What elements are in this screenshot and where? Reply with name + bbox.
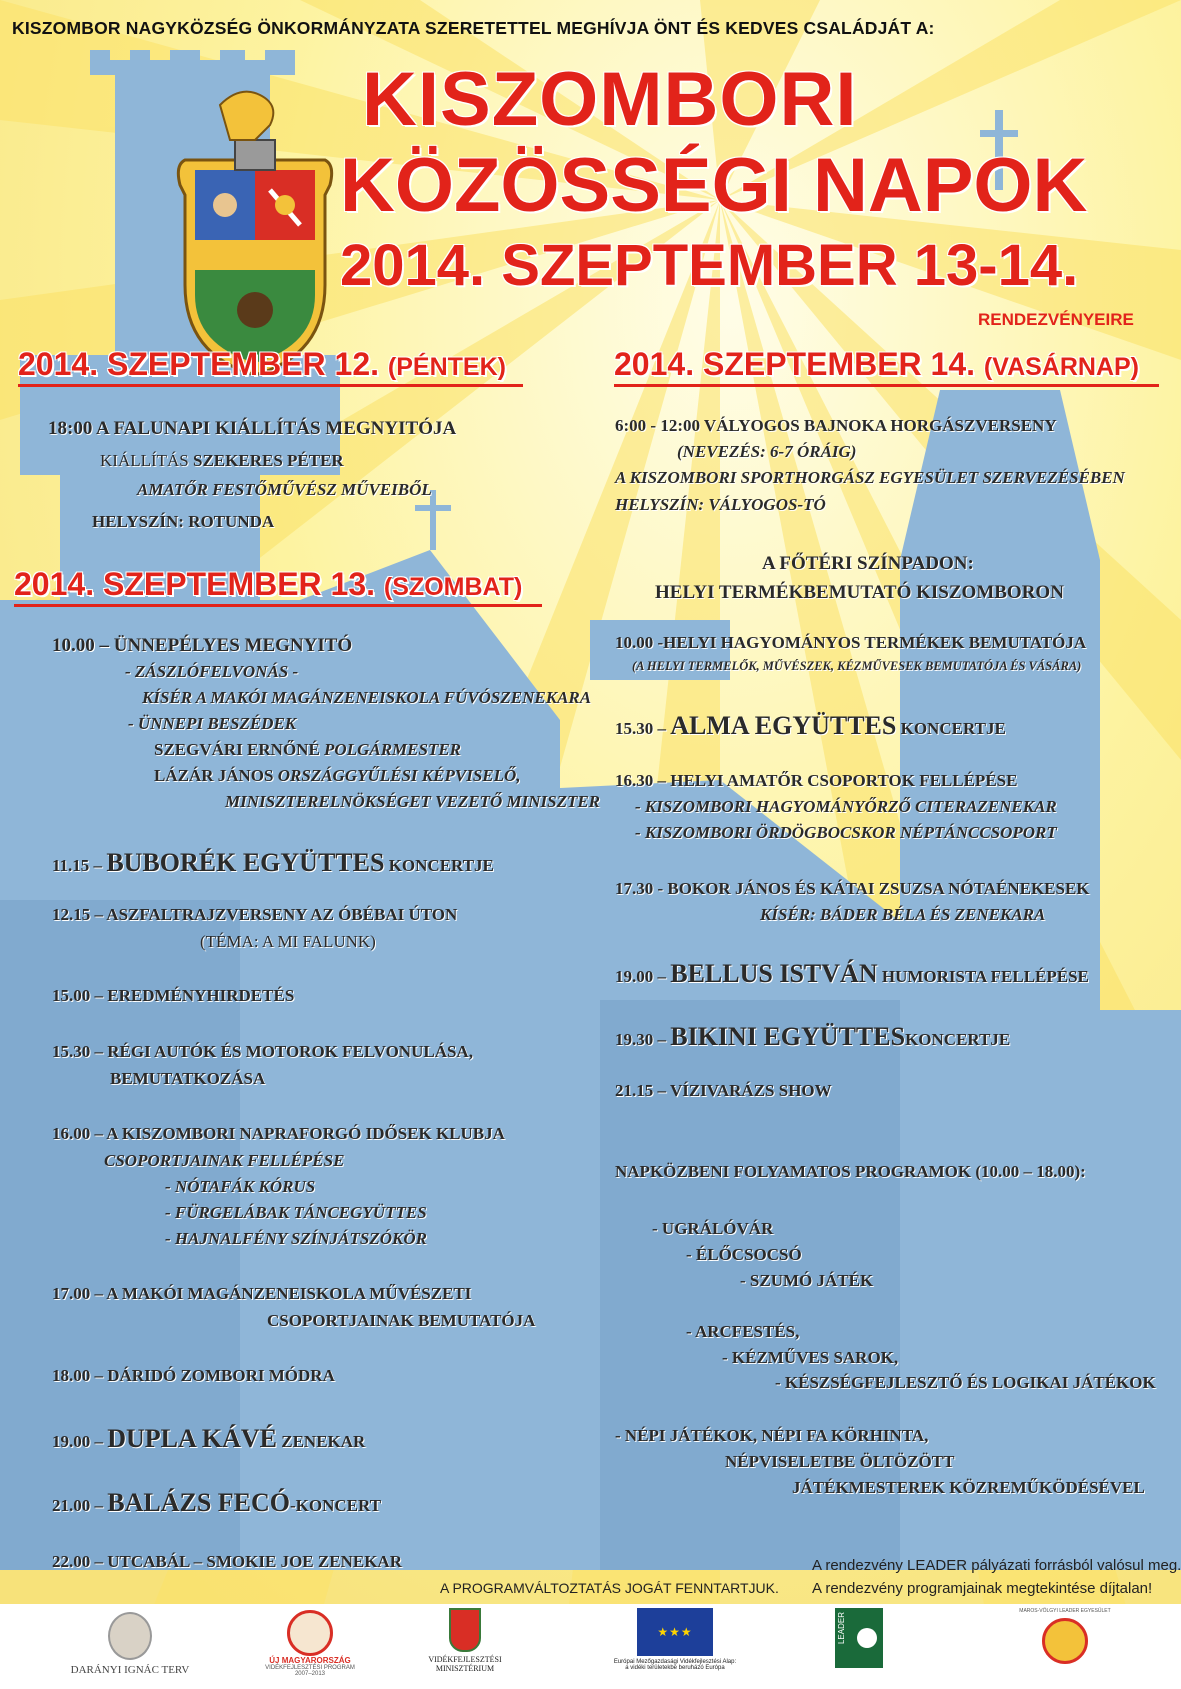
title-sub: RENDEZVÉNYEIRE [978, 310, 1134, 329]
day2-event3a: (TÉMA: A MI FALUNK) [200, 932, 376, 951]
day2-event8: 18.00 – DÁRIDÓ ZOMBORI MÓDRA [52, 1366, 335, 1385]
day1-line3: AMATŐR FESTŐMŰVÉSZ MŰVEIBŐL [137, 480, 432, 499]
day2-event1: 10.00 – ÜNNEPÉLYES MEGNYITÓ [52, 635, 353, 656]
portrait-icon [108, 1612, 152, 1660]
day1-line2a: KIÁLLÍTÁS [100, 451, 189, 470]
logo-uj-text1: ÚJ MAGYARORSZÁG [269, 1656, 351, 1665]
day1-line1: 18:00 A FALUNAPI KIÁLLÍTÁS MEGNYITÓJA [48, 418, 457, 439]
day3-event4a: - KISZOMBORI HAGYOMÁNYŐRZŐ CITERAZENEKAR [635, 797, 1057, 816]
day2-event6c: - FÜRGELÁBAK TÁNCEGYÜTTES [165, 1203, 427, 1222]
day2-event10 [52, 1488, 381, 1518]
leader-note1: A rendezvény LEADER pályázati forrásból valósul meg. [812, 1557, 1181, 1574]
logo-uj-magyarorszag [245, 1610, 375, 1677]
intro-line: KISZOMBOR NAGYKÖZSÉG ÖNKORMÁNYZATA SZERETETTEL MEGHÍVJA ÖNT ÉS KEDVES CSALÁDJÁT A: [12, 18, 935, 38]
logo-ministry [405, 1608, 525, 1673]
day2-event2 [52, 848, 494, 878]
day1-underline [18, 384, 523, 387]
logo-maros [1000, 1608, 1130, 1664]
change-note: A PROGRAMVÁLTOZTATÁS JOGÁT FENNTARTJUK. [440, 1580, 779, 1596]
day2-date: 2014. SZEPTEMBER 13. [14, 566, 376, 602]
logo-leader [835, 1608, 883, 1668]
stage-line2: HELYI TERMÉKBEMUTATÓ KISZOMBORON [655, 582, 1064, 603]
day3-event3-time: 15.30 – [615, 719, 666, 738]
day3-event3 [615, 711, 1006, 741]
mayor-name: SZEGVÁRI ERNŐNÉ [154, 740, 320, 759]
day3-event2a: (A HELYI TERMELŐK, MŰVÉSZEK, KÉZMŰVESEK BEMUTATÓJA ÉS VÁSÁRA) [632, 659, 1082, 673]
logo-eu-text1: Európai Mezőgazdasági Vidékfejlesztési Alap: [613, 1659, 737, 1665]
logo-eu [600, 1608, 750, 1671]
day3-event3-band: ALMA EGYÜTTES [670, 711, 897, 740]
continuous-item6: - KÉSZSÉGFEJLESZTŐ ÉS LOGIKAI JÁTÉKOK [775, 1373, 1156, 1392]
mayor-title: POLGÁRMESTER [324, 740, 462, 759]
minister-name: LÁZÁR JÁNOS [154, 766, 274, 785]
day3-heading [614, 346, 1139, 383]
day2-event5: 15.30 – RÉGI AUTÓK ÉS MOTOROK FELVONULÁSA, [52, 1042, 473, 1061]
emblem-icon [287, 1610, 333, 1656]
day2-event1e [154, 766, 521, 786]
day3-date: 2014. SZEPTEMBER 14. [614, 346, 976, 382]
continuous-item2: - ÉLŐCSOCSÓ [686, 1245, 802, 1264]
day2-event10-time: 21.00 – [52, 1496, 103, 1515]
day2-event6: 16.00 – A KISZOMBORI NAPRAFORGÓ IDŐSEK KLUBJA [52, 1124, 505, 1143]
day1-line2 [100, 451, 344, 471]
day2-event9-band: DUPLA KÁVÉ [107, 1424, 277, 1453]
day3-event7-suffix: KONCERTJE [905, 1030, 1011, 1049]
continuous-item4: - ARCFESTÉS, [686, 1322, 800, 1341]
day2-event9 [52, 1424, 365, 1454]
day1-heading [18, 346, 506, 383]
day3-event1c: HELYSZÍN: VÁLYOGOS-TÓ [615, 495, 826, 514]
day3-event3-suffix: KONCERTJE [900, 719, 1006, 738]
day3-event5a: KÍSÉR: BÁDER BÉLA ÉS ZENEKARA [760, 905, 1046, 924]
logo-ministry-text2: MINISZTÉRIUM [435, 1664, 495, 1673]
day2-weekday: (SZOMBAT) [383, 573, 523, 601]
day2-underline [14, 604, 542, 607]
logo-daranyi-text: DARÁNYI IGNÁC TERV [70, 1664, 190, 1676]
day3-event6-artist: BELLUS ISTVÁN [670, 959, 878, 988]
eu-flag-icon: ★★★ [637, 1608, 713, 1656]
day1-line4: HELYSZÍN: ROTUNDA [92, 512, 275, 531]
day2-event10-band: BALÁZS FECÓ [107, 1488, 291, 1517]
continuous-item5: - KÉZMŰVES SAROK, [722, 1348, 899, 1367]
minister-title: ORSZÁGGYŰLÉSI KÉPVISELŐ, [277, 766, 521, 785]
day2-event11: 22.00 – UTCABÁL – SMOKIE JOE ZENEKAR [52, 1552, 402, 1571]
day2-event1a: - ZÁSZLÓFELVONÁS - [125, 662, 299, 681]
hungarian-crest-icon [449, 1608, 481, 1652]
logo-uj-text3: 2007–2013 [294, 1671, 326, 1677]
day2-event10-suffix: -KONCERT [290, 1496, 382, 1515]
leader-note2: A rendezvény programjainak megtekintése díjtalan! [812, 1580, 1153, 1597]
day3-event7-time: 19.30 – [615, 1030, 666, 1049]
continuous-heading: NAPKÖZBENI FOLYAMATOS PROGRAMOK (10.00 – 18.00): [615, 1162, 1086, 1181]
day3-underline [614, 384, 1159, 387]
day3-event6-time: 19.00 – [615, 967, 666, 986]
day2-event9-suffix: ZENEKAR [281, 1432, 366, 1451]
logo-maros-text: MAROS-VÖLGYI LEADER EGYESÜLET [1019, 1608, 1111, 1614]
day3-event2: 10.00 -HELYI HAGYOMÁNYOS TERMÉKEK BEMUTATÓJA [615, 633, 1087, 652]
day2-event4: 15.00 – EREDMÉNYHIRDETÉS [52, 986, 295, 1005]
continuous-item7: - NÉPI JÁTÉKOK, NÉPI FA KÖRHINTA, [615, 1426, 929, 1445]
day2-event2-suffix: KONCERTJE [388, 856, 494, 875]
day2-event6a: CSOPORTJAINAK FELLÉPÉSE [104, 1151, 345, 1170]
day2-event2-band: BUBORÉK EGYÜTTES [106, 848, 385, 877]
title-line1: KISZOMBORI [362, 57, 858, 142]
day3-event5: 17.30 - BOKOR JÁNOS ÉS KÁTAI ZSUZSA NÓTAÉNEKESEK [615, 879, 1090, 898]
day2-event7: 17.00 – A MAKÓI MAGÁNZENEISKOLA MŰVÉSZETI [52, 1284, 472, 1303]
day3-event6 [615, 959, 1089, 989]
day3-event8: 21.15 – VÍZIVARÁZS SHOW [615, 1081, 832, 1100]
logo-strip [0, 1604, 1181, 1689]
day2-event1d [154, 740, 461, 760]
day3-event4: 16.30 – HELYI AMATŐR CSOPORTOK FELLÉPÉSE [615, 771, 1018, 790]
logo-uj-text2: VIDÉKFEJLESZTÉSI PROGRAM [265, 1665, 355, 1671]
day2-event1b: KÍSÉR A MAKÓI MAGÁNZENEISKOLA FÚVÓSZENEKARA [142, 688, 592, 707]
continuous-item3: - SZUMÓ JÁTÉK [740, 1271, 874, 1290]
title-line3: 2014. SZEPTEMBER 13-14. [340, 233, 1079, 298]
logo-daranyi [55, 1612, 205, 1676]
day2-heading [14, 566, 522, 603]
day2-event2-time: 11.15 – [52, 856, 103, 875]
continuous-item9: JÁTÉKMESTEREK KÖZREMŰKÖDÉSÉVEL [792, 1478, 1145, 1497]
day2-event3: 12.15 – ASZFALTRAJZVERSENY AZ ÓBÉBAI ÚTON [52, 905, 458, 924]
continuous-item1: - UGRÁLÓVÁR [652, 1219, 774, 1238]
day2-event5a: BEMUTATKOZÁSA [110, 1069, 266, 1088]
day1-line2b: SZEKERES PÉTER [193, 451, 344, 470]
day2-event1f: MINISZTERELNÖKSÉGET VEZETŐ MINISZTER [225, 792, 601, 811]
day2-event6b: - NÓTAFÁK KÓRUS [165, 1177, 316, 1196]
logo-leader-text: LEADER [837, 1612, 846, 1645]
day3-event1: 6:00 - 12:00 VÁLYOGOS BAJNOKA HORGÁSZVERSENY [615, 416, 1057, 435]
stage-line1: A FŐTÉRI SZÍNPADON: [762, 553, 974, 574]
logo-ministry-text1: VIDÉKFEJLESZTÉSI [428, 1655, 502, 1664]
logo-eu-text2: a vidéki területekbe beruházó Európa [625, 1665, 725, 1671]
continuous-item8: NÉPVISELETBE ÖLTÖZÖTT [725, 1452, 955, 1471]
day1-date: 2014. SZEPTEMBER 12. [18, 346, 380, 382]
day3-event6-suffix: HUMORISTA FELLÉPÉSE [881, 967, 1089, 986]
day3-weekday: (VASÁRNAP) [983, 353, 1140, 381]
day1-weekday: (PÉNTEK) [387, 353, 506, 381]
day2-event9-time: 19.00 – [52, 1432, 103, 1451]
day3-event1a: (NEVEZÉS: 6-7 ÓRÁIG) [677, 442, 857, 461]
day2-event6d: - HAJNALFÉNY SZÍNJÁTSZÓKÖR [165, 1229, 427, 1248]
day3-event1b: A KISZOMBORI SPORTHORGÁSZ EGYESÜLET SZERVEZÉSÉBEN [615, 468, 1125, 487]
day3-event4b: - KISZOMBORI ÖRDÖGBOCSKOR NÉPTÁNCCSOPORT [635, 823, 1057, 842]
sun-emblem-icon [1042, 1618, 1088, 1664]
title-line2: KÖZÖSSÉGI NAPOK [340, 143, 1088, 228]
day2-event1c: - ÜNNEPI BESZÉDEK [128, 714, 297, 733]
day2-event7a: CSOPORTJAINAK BEMUTATÓJA [267, 1311, 536, 1330]
day3-event7 [615, 1022, 1010, 1052]
day3-event7-band: BIKINI EGYÜTTES [670, 1022, 906, 1051]
leaf-icon [857, 1628, 877, 1648]
